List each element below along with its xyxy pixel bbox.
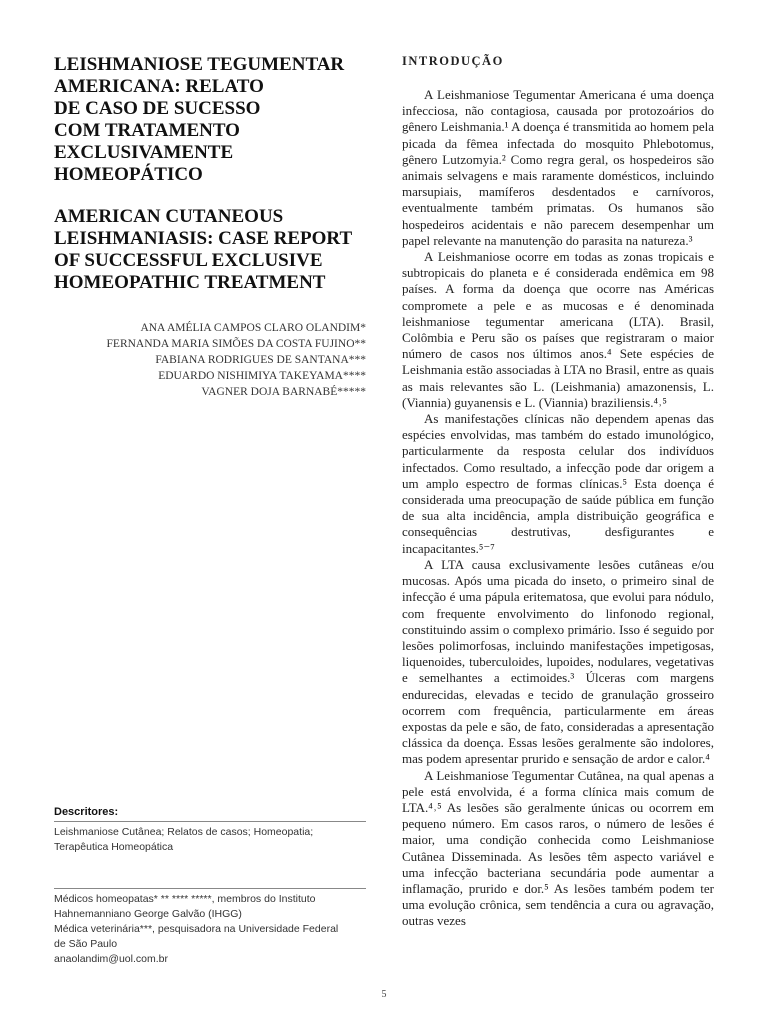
divider xyxy=(54,821,366,822)
left-column xyxy=(54,54,366,400)
title-english: AMERICAN CUTANEOUS LEISHMANIASIS: CASE REPORT OF SUCCESSFUL EXCLUSIVE HOMEOPATHIC TREATMENT xyxy=(54,206,353,293)
affiliations-box xyxy=(54,888,366,967)
keywords-text: Leishmaniose Cutânea; Relatos de casos; Homeopatia; Terapêutica Homeopática xyxy=(54,826,314,853)
paragraph: A LTA causa exclusivamente lesões cutâneas e/ou mucosas. Após uma picada do inseto, o primeiro sinal de infecção é uma pápula eritematosa, que evolui para nódulo, com frequente envolvimento do linfonodo regional, constituindo assim o complexo primário. Isso é seguido por lesões polimorfosas, incluindo manifestações impetigosas, liquenoides, tuberculoides, lupoides, nodulares, vegetativas e semelhantes a ectimoides.³ Úlceras com margens endurecidas, elevadas e tecido de granulação grosseiro ocorrem com frequência, particularmente em áreas expostas da pele e são, de fato, consideradas a apresentação clássica da doença. Essas lesões geralmente são indolores, mas podem apresentar prurido e sensação de ardor e calor.⁴ xyxy=(402,556,714,767)
author: EDUARDO NISHIMIYA TAKEYAMA**** xyxy=(158,370,366,382)
author: ANA AMÉLIA CAMPOS CLARO OLANDIM* xyxy=(140,322,366,334)
body-text xyxy=(402,87,714,930)
paragraph: A Leishmaniose Tegumentar Americana é uma doença infecciosa, não contagiosa, causada por protozoários do gênero Leishmania.¹ A doença é transmitida ao homem pela picada da fêmea infectada do mosquito Phlebotomus, gênero Lutzomyia.² Como regra geral, os hospedeiros são animais selvagens e mais raramente domésticos, incluindo marsupiais, mamíferos desdentados e carnívoros, eventualmente também primatas. Os humanos são hospedeiros acidentais e não parecem desempenhar um papel relevante na manutenção do parasita na natureza.³ xyxy=(402,87,714,248)
section-heading: INTRODUÇÃO xyxy=(402,54,504,68)
paragraph: As manifestações clínicas não dependem apenas das espécies envolvidas, mas também do estado imunológico, particularmente da resposta celular dos indivíduos infectados. Como resultado, a infecção pode dar origem a um amplo espectro de formas clínicas.⁵ Esta doença é considerada uma preocupação de saúde pública em função de sua alta incidência, ampla distribuição geográfica e consequências destrutivas, desfigurantes e incapacitantes.⁵⁻⁷ xyxy=(402,411,714,556)
page-number: 5 xyxy=(381,989,387,1000)
affiliations-text: Médicos homeopatas* ** **** *****, membros do Instituto Hahnemanniano George Galvão (IHGG) Médica veterinária***, pesquisadora na Universidade Federal de São Paulo anaolandim@uol.com.br xyxy=(54,892,366,967)
keywords-box xyxy=(54,806,366,855)
author: VAGNER DOJA BARNABÉ***** xyxy=(201,386,366,398)
title-portuguese: LEISHMANIOSE TEGUMENTAR AMERICANA: RELATO DE CASO DE SUCESSO COM TRATAMENTO EXCLUSIVAMENTE HOMEOPÁTICO xyxy=(54,54,345,185)
right-column xyxy=(402,54,714,930)
divider xyxy=(54,888,366,889)
contact-email: anaolandim@uol.com.br xyxy=(54,953,168,965)
paragraph: A Leishmaniose ocorre em todas as zonas tropicais e subtropicais do planeta e é considerada endêmica em 98 países. A forma da doença que ocorre nas Américas compromete a pele e as mucosas e é denominada leishmaniose tegumentar americana (LTA). Brasil, Colômbia e Peru são os países que registraram o maior número de casos nos últimos anos.⁴ Sete espécies de Leishmania estão associadas à LTA no Brasil, entre as quais as mais relevantes são L. (Leishmania) amazonensis, L. (Viannia) guyanensis e L. (Viannia) braziliensis.⁴˒⁵ xyxy=(402,249,714,410)
author-list xyxy=(54,320,366,400)
keywords-heading: Descritores: xyxy=(54,806,119,818)
author: FABIANA RODRIGUES DE SANTANA*** xyxy=(155,354,366,366)
author: FERNANDA MARIA SIMÕES DA COSTA FUJINO** xyxy=(106,338,366,350)
paragraph: A Leishmaniose Tegumentar Cutânea, na qual apenas a pele está envolvida, é a forma clínica mais comum de LTA.⁴˒⁵ As lesões são geralmente únicas ou ocorrem em pequeno número. Em casos raros, o número de lesões é maior, uma condição conhecida como Leishmaniose Cutânea Disseminada. As lesões têm aspecto variável e uma infecção bacteriana secundária pode aumentar a inflamação, prurido e dor.⁵ As lesões também podem ter uma evolução crônica, sem tendência a cura ou agravação, outras vezes xyxy=(402,767,714,929)
